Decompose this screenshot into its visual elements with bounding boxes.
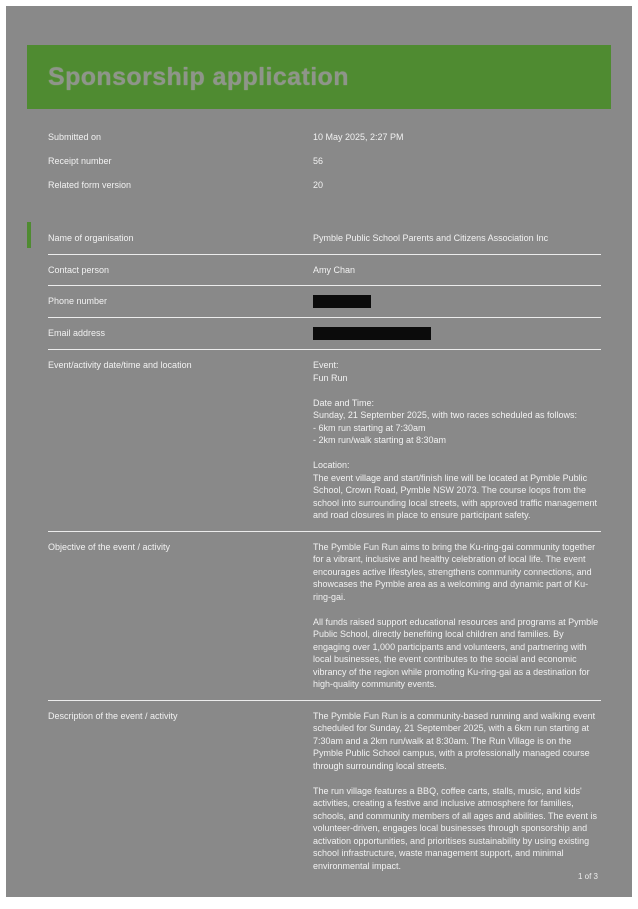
field-value: Amy Chan [313,264,356,275]
field-label: Email address [48,328,106,338]
field-label: Contact person [48,264,110,275]
field-label: Name of organisation [48,233,134,243]
meta-value: 10 May 2025, 2:27 PM [313,132,404,142]
phone-number-redaction-box [313,295,371,308]
email-address-redaction-box [313,327,431,340]
field-row-contact-person [48,255,601,287]
field-value [313,295,601,308]
meta-label: Related form version [48,180,132,190]
field-row-organisation-name [48,223,601,255]
meta-label: Submitted on [48,132,102,142]
field-label: Objective of the event / activity [48,541,171,552]
field-label: Phone number [48,296,108,306]
meta-value: 56 [313,156,324,166]
section-accent-bar [27,222,31,248]
field-value [313,327,601,340]
page-content [48,125,601,881]
field-label: Event/activity date/time and location [48,360,192,370]
meta-row-submitted-on [48,125,601,149]
form-fields-table [48,223,601,881]
field-value: Event: Fun Run Date and Time: Sunday, 21 September 2025, with two races scheduled as follows: - 6km run starting at 7:30am - 2km run/walk starting at 8:30am Location: The event village and start/finish line will be located at Pymble Public School, Crown Road, Pymble NSW 2073. The course loops from the school into surrounding local streets, with approved traffic management and road closures in place to ensure participant safety. [313,360,597,520]
field-row-event-objective [48,532,601,701]
field-value: The Pymble Fun Run is a community-based running and walking event scheduled for Sunday, 21 September 2025, with a 6km run starting at 7:30am and a 2km run/walk at 8:30am. The Run Village is on the Pymble Public School campus, with a professionally managed course through surrounding local streets. The run village features a BBQ, coffee carts, stalls, music, and kids' activities, creating a festive and inclusive atmosphere for families, schools, and community members of all ages and abilities. The event is volunteer-driven, engages local businesses through sponsorship and activation opportunities, and prioritises sustainability by using existing school infrastructure, waste management support, and minimal environmental impact. [313,710,597,871]
document-page [6,6,632,897]
meta-label: Receipt number [48,156,112,166]
meta-value: 20 [313,180,324,190]
page-header [27,45,611,109]
page-title: Sponsorship application [48,62,349,91]
meta-row-receipt-number [48,149,601,173]
field-label: Description of the event / activity [48,710,178,721]
page-number: 1 of 3 [577,872,598,881]
field-value: Pymble Public School Parents and Citizens Association Inc [313,233,549,243]
submission-meta [48,125,601,197]
field-row-event-description [48,701,601,882]
field-row-event-date-time-location [48,350,601,532]
field-row-phone-number [48,286,601,318]
field-value: The Pymble Fun Run aims to bring the Ku-ring-gai community together for a vibrant, inclusive and healthy celebration of local life. The event encourages active lifestyles, strengthens community connections, and showcases the Pymble area as a welcoming and dynamic part of Ku-ring-gai. All funds raised support educational resources and programs at Pymble Public School, directly benefiting local children and families. By engaging over 1,000 participants and volunteers, and partnering with local businesses, the event contributes to the social and economic vibrancy of the region while promoting Ku-ring-gai as a destination for high-quality community events. [313,541,599,689]
field-row-email-address [48,318,601,350]
meta-row-form-version [48,173,601,197]
